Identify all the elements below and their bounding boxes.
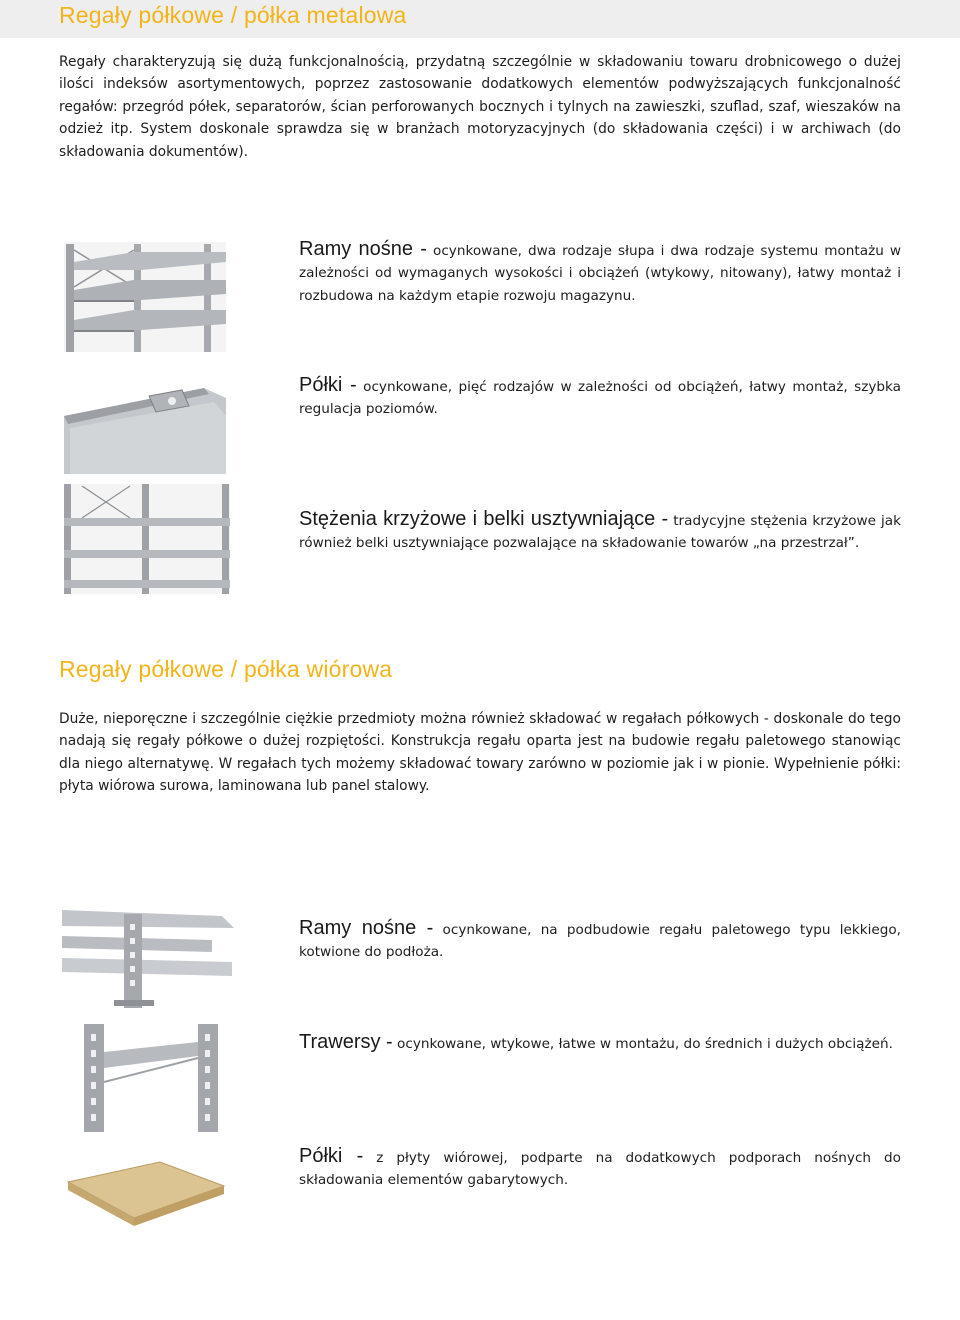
feature-text: z płyty wiórowej, podparte na dodatkowych podporach nośnych do składowania elementów gabarytowych.: [299, 1150, 901, 1189]
feature-frames-metal: [299, 238, 901, 307]
beam-image: [80, 1024, 228, 1132]
feature-term: Stężenia krzyżowe i belki usztywniające -: [299, 508, 669, 530]
cross-bracing-image: [64, 484, 230, 594]
metal-shelf-image: [64, 376, 226, 474]
feature-term: Ramy nośne -: [299, 238, 427, 260]
feature-beams: [299, 1031, 901, 1055]
feature-frames-chipboard: [299, 917, 901, 964]
feature-term: Ramy nośne -: [299, 917, 434, 939]
feature-text: ocynkowane, na podbudowie regału paletowego typu lekkiego, kotwione do podłoża.: [299, 922, 902, 961]
shelving-frame-image: [64, 242, 226, 352]
feature-text: tradycyjne stężenia krzyżowe jak również belki usztywniające pozwalające na składowanie towarów „na przestrzał”.: [299, 513, 901, 552]
feature-chipboard-shelves: [299, 1145, 901, 1192]
feature-text: ocynkowane, pięć rodzajów w zależności od obciążeń, łatwy montaż, szybka regulacja poziomów.: [299, 379, 901, 418]
feature-text: ocynkowane, dwa rodzaje słupa i dwa rodzaje systemu montażu w zależności od wymaganych wysokości i obciążeń (wtykowy, nitowany), łatwy montaż i rozbudowa na każdym etapie rozwoju magazynu.: [299, 243, 901, 304]
feature-bracing: [299, 508, 901, 555]
section-title-chipboard-shelf: Regały półkowe / półka wiórowa: [59, 656, 393, 682]
feature-term: Trawersy -: [299, 1031, 393, 1053]
feature-term: Półki -: [299, 374, 357, 396]
frame-upright-image: [62, 906, 234, 1008]
feature-shelves-metal: [299, 374, 901, 421]
section-title-metal-shelf: Regały półkowe / półka metalowa: [59, 2, 407, 28]
feature-text: ocynkowane, wtykowe, łatwe w montażu, do średnich i dużych obciążeń.: [392, 1036, 893, 1052]
feature-term: Półki -: [299, 1145, 364, 1167]
section-intro-metal-shelf: Regały charakteryzują się dużą funkcjonalnością, przydatną szczególnie w składowaniu towaru drobnicowego o dużej ilości indeksów asortymentowych, poprzez zastosowanie dodatkowych elementów podwyższających funkcjonalność regałów: przegród półek, separatorów, ścian perforowanych bocznych i tylnych na zawieszki, szuflad, szaf, wieszaków na odzież itp. System doskonale sprawdza się w branżach motoryzacyjnych (do składowania części) i w archiwach (do składowania dokumentów).: [59, 54, 901, 160]
section-intro-chipboard-shelf: Duże, nieporęczne i szczególnie ciężkie przedmioty można również składować w regałach półkowych - doskonale do tego nadają się regały półkowe o dużej rozpiętości. Konstrukcja regału oparta jest na budowie regału paletowego stanowiąc dla niego alternatywę. W regałach tych możemy składować towary zarówno w poziomie jak i w pionie. Wypełnienie półki: płyta wiórowa surowa, laminowana lub panel stalowy.: [59, 711, 901, 795]
chipboard-panel-image: [64, 1160, 228, 1234]
